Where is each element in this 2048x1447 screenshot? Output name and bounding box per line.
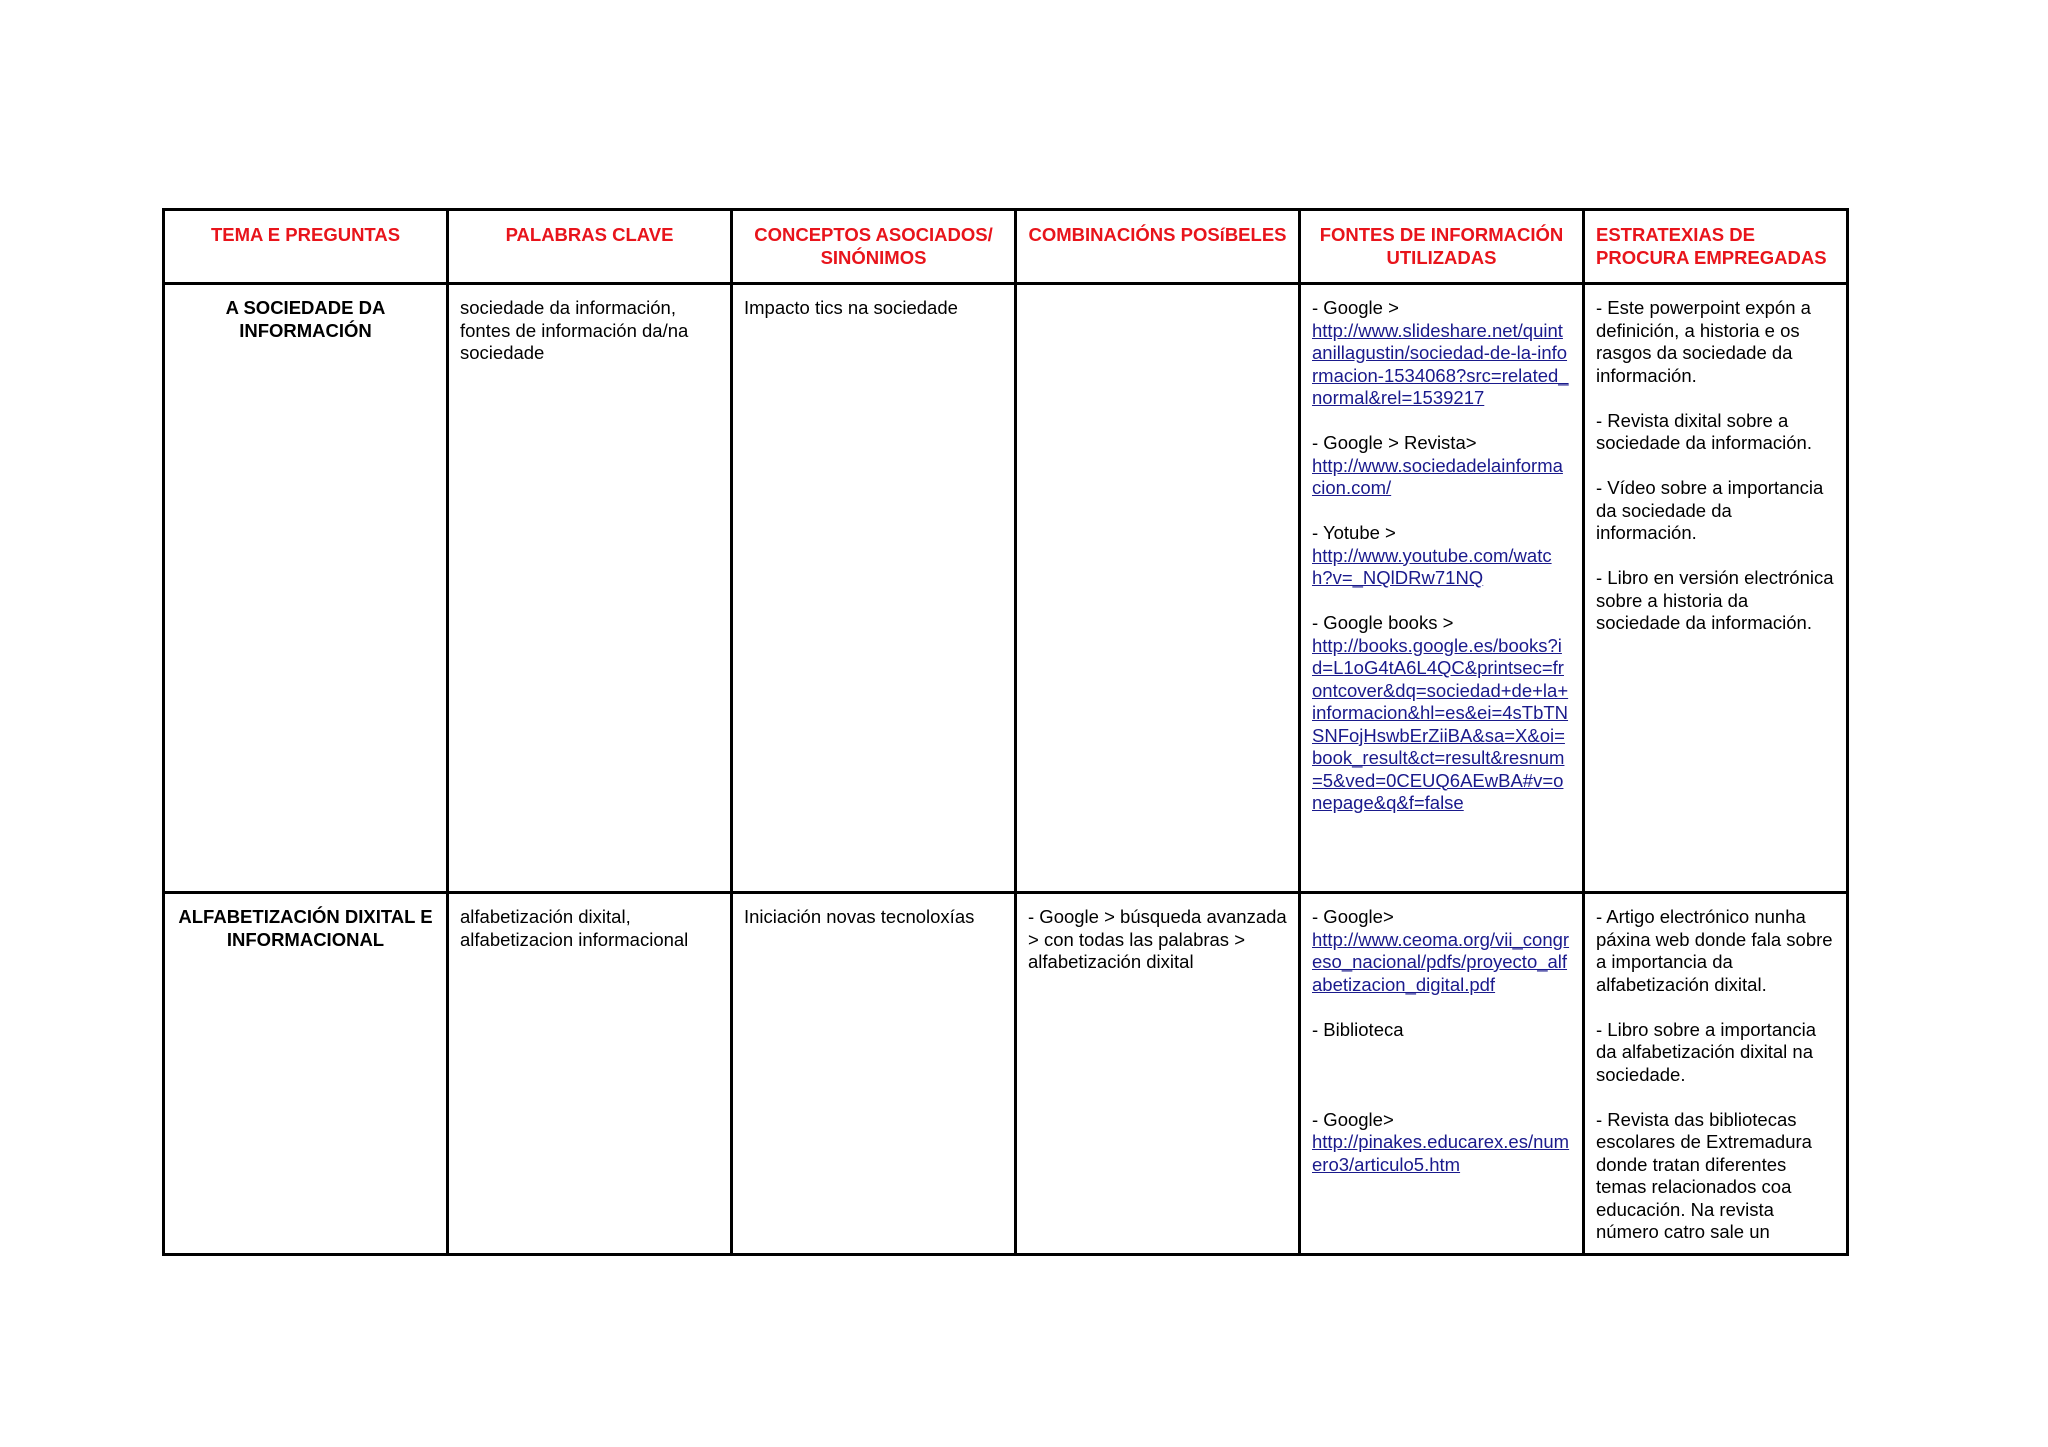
header-sources: FONTES DE INFORMACIÓN UTILIZADAS <box>1300 210 1584 284</box>
strategy-item: - Libro sobre a importancia da alfabetización dixital na sociedade. <box>1596 1018 1817 1085</box>
source-label: - Google books > <box>1312 612 1454 633</box>
source-label: - Biblioteca <box>1312 1018 1404 1040</box>
source-label: - Google > <box>1312 297 1399 318</box>
sources-cell <box>1300 284 1584 893</box>
table-row <box>164 284 1848 893</box>
header-keywords: PALABRAS CLAVE <box>448 210 732 284</box>
source-label: - Google> <box>1312 906 1394 927</box>
topic-cell: ALFABETIZACIÓN DIXITAL E INFORMACIONAL <box>164 893 448 1255</box>
source-link[interactable]: http://www.youtube.com/watch?v=_NQlDRw71NQ <box>1312 544 1552 588</box>
keywords-cell: alfabetización dixital, alfabetizacion informacional <box>448 893 732 1255</box>
strategy-item: - Este powerpoint expón a definición, a historia e os rasgos da sociedade da información. <box>1596 297 1811 386</box>
header-strategies: ESTRATEXIAS DE PROCURA EMPREGADAS <box>1584 210 1848 284</box>
source-link[interactable]: http://www.sociedadelainformacion.com/ <box>1312 454 1563 498</box>
source-label: - Google> <box>1312 1108 1394 1130</box>
strategy-item: - Revista dixital sobre a sociedade da información. <box>1596 409 1812 453</box>
concepts-cell: Impacto tics na sociedade <box>732 284 1016 893</box>
strategy-item: - Revista das bibliotecas escolares de Extremadura donde tratan diferentes temas relacionados coa educación. Na revista número catro sale un <box>1596 1108 1812 1242</box>
combinations-cell: - Google > búsqueda avanzada > con todas las palabras > alfabetización dixital <box>1016 893 1300 1255</box>
table-row <box>164 893 1848 1255</box>
strategy-item: - Vídeo sobre a importancia da sociedade da información. <box>1596 477 1824 543</box>
header-topic: TEMA E PREGUNTAS <box>164 210 448 284</box>
topic-cell: A SOCIEDADE DA INFORMACIÓN <box>164 284 448 893</box>
combinations-cell <box>1016 284 1300 893</box>
research-table <box>162 208 1849 1256</box>
strategies-cell <box>1584 893 1848 1255</box>
strategies-cell <box>1584 284 1848 893</box>
sources-cell <box>1300 893 1584 1255</box>
source-link[interactable]: http://books.google.es/books?id=L1oG4tA6L4QC&printsec=frontcover&dq=sociedad+de+la+informacion&hl=es&ei=4sTbTNSNFojHswbErZiiBA&sa=X&oi=book_result&ct=result&resnum=5&ved=0CEUQ6AEwBA#v=onepage&q&f=false <box>1312 634 1569 813</box>
strategy-item: - Artigo electrónico nunha páxina web donde fala sobre a importancia da alfabetización dixital. <box>1596 906 1833 995</box>
concepts-cell: Iniciación novas tecnoloxías <box>732 893 1016 1255</box>
source-label: - Yotube > <box>1312 522 1396 543</box>
header-combinations: COMBINACIÓNS POSíBELES <box>1016 210 1300 284</box>
header-row <box>164 210 1848 284</box>
keywords-cell: sociedade da información, fontes de información da/na sociedade <box>448 284 732 893</box>
strategy-item: - Libro en versión electrónica sobre a historia da sociedade da información. <box>1596 567 1834 633</box>
source-label: - Google > Revista> <box>1312 432 1477 453</box>
source-link[interactable]: http://www.ceoma.org/vii_congreso_nacional/pdfs/proyecto_alfabetizacion_digital.pdf <box>1312 928 1570 995</box>
source-link[interactable]: http://www.slideshare.net/quintanillagustin/sociedad-de-la-informacion-1534068?src=related_normal&rel=1539217 <box>1312 319 1569 408</box>
source-link[interactable]: http://pinakes.educarex.es/numero3/articulo5.htm <box>1312 1131 1570 1175</box>
header-concepts: CONCEPTOS ASOCIADOS/ SINÓNIMOS <box>732 210 1016 284</box>
